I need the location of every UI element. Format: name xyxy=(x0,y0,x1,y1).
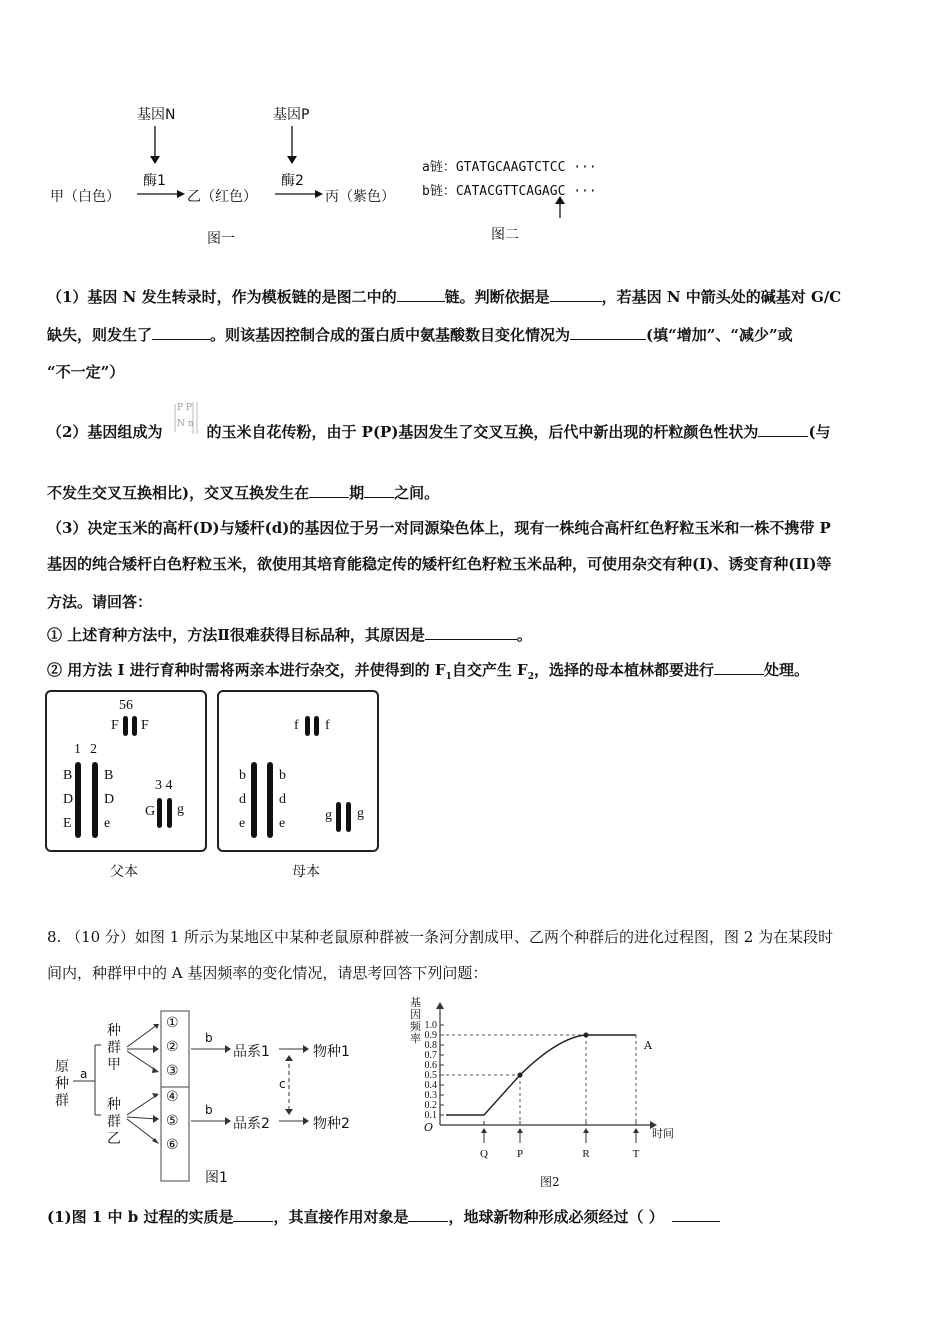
pop-yi: 种 群 乙 xyxy=(107,1097,121,1147)
q1-blank-mutation[interactable] xyxy=(152,325,210,340)
chart-ylabel: 基因频率 xyxy=(410,996,421,1045)
q2-blank-phase2[interactable] xyxy=(364,483,394,498)
chromosome-m3 xyxy=(336,802,341,832)
x-tick-arrowhead-P xyxy=(517,1128,523,1133)
label-d-right: d xyxy=(279,792,286,807)
num-1: ① xyxy=(166,1015,179,1031)
mother-chromosome-box xyxy=(217,690,379,852)
chromosome-5 xyxy=(123,716,128,736)
chart-origin: O xyxy=(424,1121,434,1134)
q8-line2: 间内，种群甲中的 A 基因频率的变化情况，请思考回答下列问题： xyxy=(47,964,488,982)
label-e-left: e xyxy=(239,816,246,831)
point-R xyxy=(584,1033,589,1038)
x-tick-label-P: P xyxy=(516,1148,524,1160)
q1-blank-amino[interactable] xyxy=(570,325,646,340)
q3-sub1: ① 上述育种方法中，方法Ⅱ很难获得目标品种，其原因是 。 xyxy=(47,626,532,644)
y-tick-label-0.3: 0.3 xyxy=(424,1090,437,1101)
x-tick-arrowhead-T xyxy=(633,1128,639,1133)
y-tick-label-1.0: 1.0 xyxy=(424,1020,437,1031)
chromosome-m5 xyxy=(305,716,310,736)
label-B-right: B xyxy=(104,768,114,783)
chart-xlabel: 时间 xyxy=(652,1127,674,1140)
q3-line3: 方法。请回答： xyxy=(47,593,153,611)
bing-purple: 丙（紫色） xyxy=(325,189,395,205)
label-a: a xyxy=(80,1067,88,1081)
point-P xyxy=(518,1073,523,1078)
genotype-top: P P xyxy=(177,403,192,413)
q1-blank-basis[interactable] xyxy=(550,287,602,302)
label-c: c xyxy=(279,1077,286,1091)
genotype-bottom: N n xyxy=(177,419,194,429)
gene-n-label: 基因N xyxy=(137,107,176,123)
species-1: 物种1 xyxy=(313,1044,350,1060)
father-caption: 父本 xyxy=(110,864,138,880)
label-b1: b xyxy=(205,1031,213,1045)
chromosome-1 xyxy=(75,762,81,838)
label-2: 2 xyxy=(90,742,97,757)
figure-two-caption: 图二 xyxy=(491,227,519,243)
x-tick-arrowhead-R xyxy=(583,1128,589,1133)
q3-blank-reason[interactable] xyxy=(425,625,517,640)
y-tick-label-0.2: 0.2 xyxy=(424,1100,437,1111)
label-g-right: g xyxy=(357,806,364,821)
label-b2: b xyxy=(205,1103,213,1117)
series-label-A: A xyxy=(644,1039,652,1052)
label-1: 1 xyxy=(74,742,81,757)
q3-line2: 基因的纯合矮杆白色籽粒玉米，欲使用其培育能稳定传的矮杆红色籽粒玉米品种，可使用杂交有种(I)、诱变育种(II)等 xyxy=(47,555,832,573)
q2-line1: （2）基因组成为 P P N n 的玉米自花传粉，由于 P(P)基因发生了交叉互换，后代中新出现的杆粒颜色性状为 (与 xyxy=(47,422,831,442)
q1-line2: 缺失，则发生了 。则该基因控制合成的蛋白质中氨基酸数目变化情况为 (填“增加”、“减少”或 xyxy=(47,326,793,344)
label-b-right: b xyxy=(279,768,286,783)
label-f-left: f xyxy=(294,718,299,733)
species-2: 物种2 xyxy=(313,1116,350,1132)
label-G: G xyxy=(145,804,156,819)
genotype-figure xyxy=(171,398,211,440)
q8-line1: 8. （10 分）如图 1 所示为某地区中某种老鼠原种群被一条河分割成甲、乙两个种群后的进化过程图，图 2 为在某段时 xyxy=(47,928,834,946)
q1-line3: “不一定”） xyxy=(47,363,125,381)
label-F-right: F xyxy=(141,718,149,733)
chart-svg xyxy=(400,995,700,1195)
label-D-right: D xyxy=(104,792,115,807)
evolution-caption: 图1 xyxy=(205,1170,228,1186)
strain-1: 品系1 xyxy=(233,1044,270,1060)
figure-gene-pathway xyxy=(45,100,645,260)
pop-jia: 种 群 甲 xyxy=(107,1023,121,1073)
chromosome-m2 xyxy=(267,762,273,838)
y-tick-label-0.5: 0.5 xyxy=(424,1070,437,1081)
num-6: ⑥ xyxy=(166,1137,179,1153)
yi-red: 乙（红色） xyxy=(187,189,257,205)
q8-blank-process[interactable] xyxy=(672,1207,720,1222)
label-34: 3 4 xyxy=(155,778,173,793)
y-tick-label-0.4: 0.4 xyxy=(424,1080,437,1091)
chromosome-4 xyxy=(167,798,172,828)
label-56: 56 xyxy=(119,698,133,713)
chromosome-m6 xyxy=(314,716,319,736)
y-tick-label-0.8: 0.8 xyxy=(424,1040,437,1051)
num-5: ⑤ xyxy=(166,1113,179,1129)
father-chromosome-box xyxy=(45,690,207,852)
gene-frequency-chart xyxy=(400,995,700,1195)
figure-one-caption: 图一 xyxy=(207,231,235,247)
q8-blank-target[interactable] xyxy=(408,1207,448,1222)
label-g-left: g xyxy=(325,808,332,823)
gene-p-label: 基因P xyxy=(273,107,310,123)
label-E-left: E xyxy=(63,816,72,831)
label-f-right: f xyxy=(325,718,330,733)
q2-blank-color[interactable] xyxy=(758,422,808,437)
mother-caption: 母本 xyxy=(292,864,320,880)
enzyme1-label: 酶1 xyxy=(143,173,166,189)
label-b-left: b xyxy=(239,768,246,783)
label-e-right: e xyxy=(279,816,286,831)
x-tick-label-T: T xyxy=(632,1148,640,1160)
y-axis-arrow xyxy=(436,1002,444,1009)
q2-blank-phase1[interactable] xyxy=(309,483,349,498)
series-A-line xyxy=(446,1035,636,1115)
y-tick-label-0.9: 0.9 xyxy=(424,1030,437,1041)
q1-blank-chain[interactable] xyxy=(397,287,445,302)
num-2: ② xyxy=(166,1039,179,1055)
label-B-left: B xyxy=(63,768,73,783)
num-3: ③ xyxy=(166,1063,179,1079)
label-g: g xyxy=(177,802,184,817)
x-tick-label-R: R xyxy=(582,1148,590,1160)
label-F-left: F xyxy=(111,718,119,733)
y-tick-label-0.1: 0.1 xyxy=(424,1110,437,1121)
b-chain: b链：CATACGTTCAGAGC ··· xyxy=(422,184,597,199)
q3-line1: （3）决定玉米的高杆(D)与矮杆(d)的基因位于另一对同源染色体上，现有一株纯合高杆红色籽粒玉米和一株不携带 P xyxy=(47,519,831,537)
y-tick-label-0.7: 0.7 xyxy=(424,1050,437,1061)
strain-2: 品系2 xyxy=(233,1116,270,1132)
label-D-left: D xyxy=(63,792,74,807)
chromosome-3 xyxy=(157,798,162,828)
q3-sub2: ② 用方法 I 进行育种时需将两亲本进行杂交，并使得到的 $F_1$自交产生 $F_2$，选择的母本植林都要进行 处理。 xyxy=(47,661,809,682)
q2-line2: 不发生交叉互换相比)，交叉互换发生在 期 之间。 xyxy=(47,484,440,502)
y-tick-label-0.6: 0.6 xyxy=(424,1060,437,1071)
origin-pop: 原 种 群 xyxy=(55,1059,69,1109)
q8-blank-essence[interactable] xyxy=(233,1207,273,1222)
enzyme2-label: 酶2 xyxy=(281,173,304,189)
chromosome-2 xyxy=(92,762,98,838)
label-e-right: e xyxy=(104,816,111,831)
a-chain: a链：GTATGCAAGTCTCC ··· xyxy=(422,160,597,175)
q1-line1: （1）基因 N 发生转录时，作为模板链的是图二中的 链。判断依据是 ，若基因 N 中箭头处的碱基对 G/C xyxy=(47,288,842,306)
num-4: ④ xyxy=(166,1089,179,1105)
evolution-diagram xyxy=(45,1005,375,1190)
jia-white: 甲（白色） xyxy=(50,189,120,205)
q8-sub1: (1)图 1 中 b 过程的实质是 ，其直接作用对象是 ，地球新物种形成必须经过（ ） xyxy=(47,1207,720,1227)
chart-caption: 图2 xyxy=(540,1175,560,1189)
chromosome-6 xyxy=(132,716,137,736)
chromosome-m1 xyxy=(251,762,257,838)
x-tick-label-Q: Q xyxy=(480,1148,488,1160)
x-tick-arrowhead-Q xyxy=(481,1128,487,1133)
chromosome-m4 xyxy=(346,802,351,832)
q3-blank-treatment[interactable] xyxy=(714,660,764,675)
label-d-left: d xyxy=(239,792,246,807)
